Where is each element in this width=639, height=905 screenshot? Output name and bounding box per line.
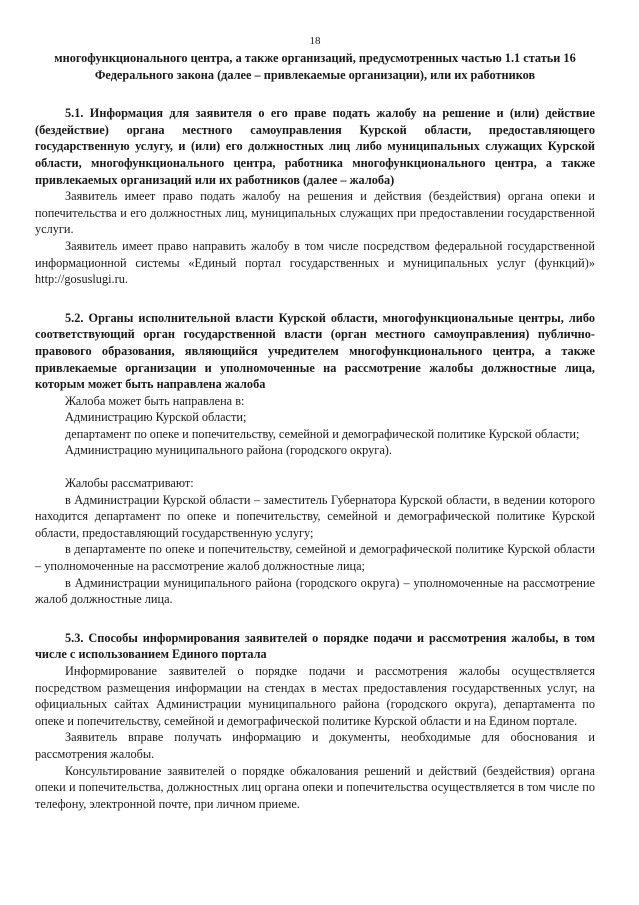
- section-5-2-reviewers-paragraph: в Администрации Курской области – заместитель Губернатора Курской области, в ведении которого находится департамент по опеке и попечительству, семейной и демографической политике Курской области, предоставляющий государственную услугу;: [35, 492, 595, 540]
- section-5-3-paragraph: Заявитель вправе получать информацию и документы, необходимые для обоснования и рассмотрения жалобы.: [35, 730, 595, 761]
- section-5-2-reviewers-paragraph: в Администрации муниципального района (городского округа) – уполномоченные на рассмотрение жалоб должностные лица.: [35, 575, 595, 607]
- intro-heading: многофункционального центра, а также организаций, предусмотренных частью 1.1 статьи 16 Федерального закона (далее – привлекаемые организации), или их работников: [54, 51, 576, 82]
- section-5-2-paragraph: Жалоба может быть направлена в:: [65, 393, 245, 408]
- section-5-2-reviewers-paragraph: в департаменте по опеке и попечительству, семейной и демографической политике Курской области – уполномоченные на рассмотрение жалоб должностные лица;: [35, 542, 595, 574]
- section-5-3-heading: 5.3. Способы информирования заявителей о порядке подачи и рассмотрения жалобы, в том числе с использованием Единого портала: [35, 630, 595, 662]
- section-5-2-reviewers-paragraph: Жалобы рассматривают:: [65, 476, 194, 491]
- section-5-3-paragraph: Информирование заявителей о порядке подачи и рассмотрения жалобы осуществляется посредством размещения информации на стендах в местах предоставления государственных услуг, на официальных сайтах Администрации муниципального района (городского округа), департамента по опеке и попечительству, семейной и демографической политике Курской области и на Едином портале.: [35, 664, 595, 728]
- section-5-2-paragraph: департамент по опеке и попечительству, семейной и демографической политике Курской области;: [65, 426, 580, 441]
- section-5-3-paragraph: Консультирование заявителей о порядке обжалования решений и действий (бездействия) органа опеки и попечительства, должностных лиц органа опеки и попечительства осуществляется в том числе по телефону, электронной почте, при личном приеме.: [35, 763, 595, 811]
- section-5-2-paragraph: Администрацию муниципального района (городского округа).: [65, 443, 392, 458]
- section-5-2-paragraph: Администрацию Курской области;: [65, 410, 247, 425]
- section-5-2-heading: 5.2. Органы исполнительной власти Курской области, многофункциональные центры, либо соответствующий орган государственной власти (орган местного самоуправления) публично-правового образования, являющийся учредителем многофункционального центра, а также привлекаемые организации и уполномоченные на рассмотрение жалобы должностные лица, которым может быть направлена жалоба: [35, 310, 595, 392]
- section-5-1-paragraph: Заявитель имеет право подать жалобу на решения и действия (бездействия) органа опеки и попечительства и его должностных лиц, муниципальных служащих при предоставлении государственной услуги.: [35, 189, 595, 237]
- page-number: 18: [309, 35, 321, 47]
- section-5-1-heading: 5.1. Информация для заявителя о его праве подать жалобу на решение и (или) действие (бездействие) органа местного самоуправления Курской области, предоставляющего государственную услугу, и (или) его должностных лиц либо муниципальных служащих Курской области, многофункционального центра, работника многофункционального центра, а также привлекаемых организаций или их работников (далее – жалоба): [35, 106, 595, 187]
- section-5-1-paragraph: Заявитель имеет право направить жалобу в том числе посредством федеральной государственной информационной системы «Единый портал государственных и муниципальных услуг (функций)» http://gosuslugi.ru.: [35, 238, 595, 287]
